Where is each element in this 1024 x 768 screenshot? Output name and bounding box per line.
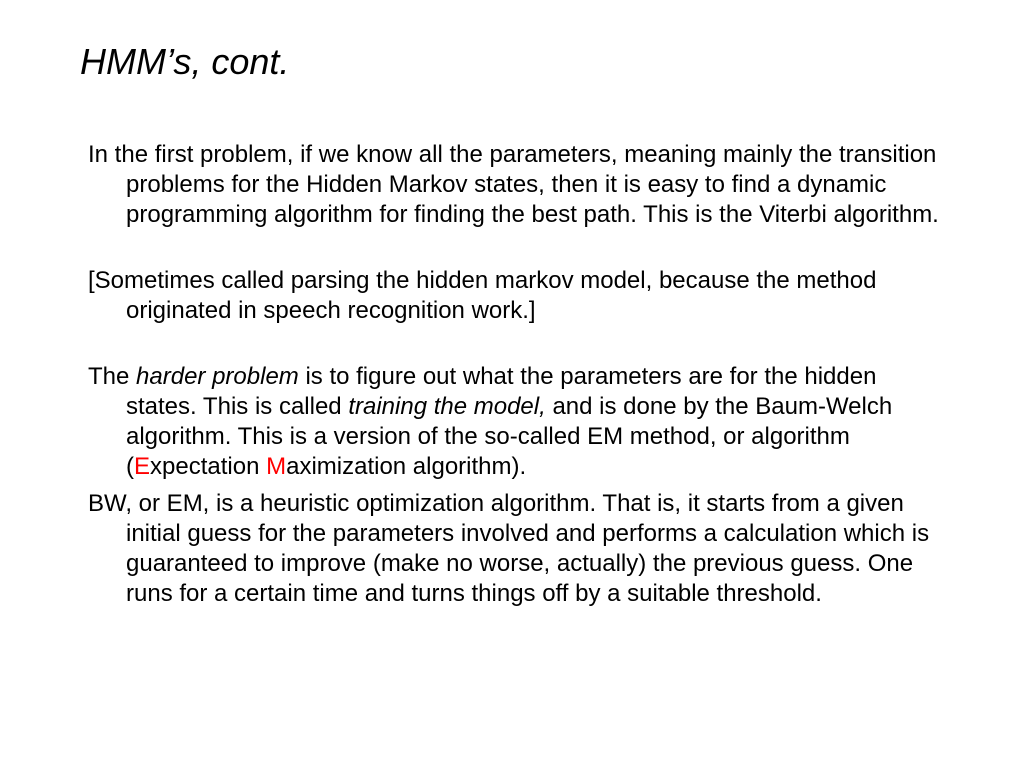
paragraph-em-heuristic: BW, or EM, is a heuristic optimization algorithm. That is, it starts from a given initial guess for the parameters involved and performs a calculation which is guaranteed to improve (make no worse, actually) the previous guess. One runs for a certain time and turns things off by a suitable threshold.: [88, 490, 930, 607]
text-segment: aximization algorithm).: [286, 453, 527, 480]
text-segment: and is done by the Baum-Welch algorithm. This is a version of the so-called EM method, or algorithm (: [126, 393, 893, 480]
text-segment: is to figure out what the parameters are for the hidden states. This is called: [126, 363, 877, 420]
paragraph-viterbi: In the first problem, if we know all the parameters, meaning mainly the transition problems for the Hidden Markov states, then it is easy to find a dynamic programming algorithm for finding the best path. This is the Viterbi algorithm.: [88, 141, 939, 228]
slide-title: HMM’s, cont.: [80, 41, 290, 82]
slide-body: [88, 140, 948, 609]
highlight-letter-m: M: [266, 453, 287, 480]
highlight-letter-e: E: [134, 453, 151, 480]
text-segment: The: [88, 363, 137, 390]
paragraph-parsing-note: [Sometimes called parsing the hidden markov model, because the method originated in speech recognition work.]: [88, 267, 877, 324]
emphasis-training-the-model: training the model,: [348, 393, 546, 420]
emphasis-harder-problem: harder problem: [136, 363, 299, 390]
text-segment: xpectation: [150, 453, 267, 480]
paragraph-baum-welch: [88, 362, 948, 482]
